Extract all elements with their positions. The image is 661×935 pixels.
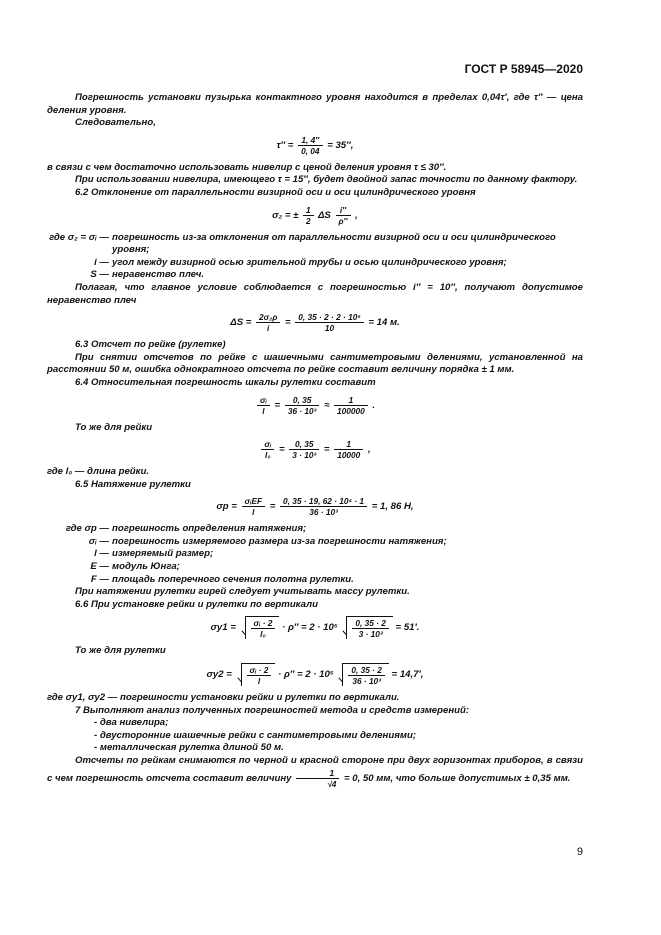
fraction: [303, 205, 314, 226]
definition-symbol: где σ₂ = σᵢ —: [49, 231, 109, 243]
fraction: [256, 312, 280, 333]
denominator: 100000: [337, 405, 365, 416]
definition-symbol: σᵢ —: [88, 535, 109, 547]
fraction: [336, 205, 351, 226]
fraction: [334, 439, 363, 460]
formula-text: ,: [367, 444, 371, 456]
denominator: 36 · 10³: [309, 507, 338, 518]
definition-row: [47, 574, 583, 587]
definition-text: модуль Юнга;: [112, 561, 180, 573]
paragraph-text: = 0, 50 мм, что больше допустимых ± 0,35 мм.: [344, 772, 571, 784]
formula-text: σy1 =: [210, 622, 236, 634]
numerator: σᵢEF: [242, 496, 266, 507]
document-header: ГОСТ Р 58945—2020: [464, 62, 583, 76]
formula-text: τ″ =: [276, 139, 294, 151]
fraction: [298, 135, 322, 156]
formula-text: =: [278, 444, 285, 456]
numerator: σᵢ: [261, 439, 274, 450]
section-heading: 6.6 При установке рейки и рулетки по вертикали: [75, 598, 318, 610]
definition-row: [47, 232, 583, 257]
definition-symbol: S —: [90, 269, 109, 281]
definition-row: [47, 523, 583, 536]
definition-symbol: E —: [90, 561, 109, 573]
fraction: [261, 439, 274, 460]
fraction: [257, 395, 270, 416]
fraction: [348, 665, 384, 686]
square-root: [346, 616, 392, 639]
paragraph: где σy1, σy2 — погрешности установки рейки и рулетки по вертикали.: [47, 692, 400, 704]
formula-text: = 35″,: [327, 139, 354, 151]
numerator: 1: [296, 768, 339, 779]
paragraph: Следовательно,: [75, 117, 156, 129]
fraction: [352, 618, 388, 639]
page-body: [47, 92, 583, 789]
fraction: [296, 768, 339, 789]
formula-text: σy2 =: [206, 669, 232, 681]
definition-symbol: i —: [94, 256, 109, 268]
denominator: 3 · 10³: [292, 450, 317, 461]
definition-text: площадь поперечного сечения полотна рулетки.: [112, 573, 354, 585]
fraction: [295, 312, 363, 333]
denominator: 0, 04: [301, 145, 320, 156]
formula-vertical-rod: [47, 616, 583, 639]
definition-row: [47, 257, 583, 270]
square-root: [241, 663, 276, 686]
square-root: [342, 663, 388, 686]
paragraph: Погрешность установки пузырька контактного уровня находится в пределах 0,04τ′, где τ″ — цена деления уровня.: [47, 92, 583, 116]
numerator: 1: [334, 395, 368, 406]
numerator: 1: [303, 205, 314, 216]
denominator: 2: [306, 215, 311, 226]
paragraph: При использовании нивелира, имеющего τ = 15″, будет двойной запас точности по данному фактору.: [75, 174, 578, 186]
section-heading: 6.4 Относительная погрешность шкалы рулетки составит: [75, 376, 376, 388]
denominator: 10: [324, 323, 335, 334]
fraction: [247, 665, 272, 686]
formula-text: · ρ″ = 2 · 10⁵: [278, 669, 334, 681]
numerator: 0, 35 · 19, 62 · 10⁴ · 1: [280, 496, 367, 507]
formula-tension: [47, 496, 583, 517]
numerator: 0, 35 · 2 · 2 · 10⁵: [295, 312, 363, 323]
definition-text: погрешность из-за отклонения от параллельности визирной оси и оси цилиндрического уровня;: [112, 231, 556, 256]
section-heading: 6.3 Отсчет по рейке (рулетке): [75, 339, 226, 351]
formula-text: =: [274, 399, 281, 411]
definition-text: неравенство плеч.: [112, 269, 205, 281]
definition-symbol: l —: [94, 548, 109, 560]
denominator: 36 · 10³: [352, 676, 381, 687]
formula-sigma2: [47, 205, 583, 226]
denominator: 3 · 10³: [358, 629, 383, 640]
numerator: 1: [334, 439, 363, 450]
formula-text: = 51′.: [395, 622, 420, 634]
formula-text: =: [323, 444, 330, 456]
numerator: 0, 35: [285, 395, 320, 406]
fraction: [285, 395, 320, 416]
fraction: [334, 395, 368, 416]
paragraph: в связи с чем достаточно использовать нивелир с ценой деления уровня τ ≤ 30″.: [47, 161, 447, 173]
page-number: 9: [576, 846, 583, 858]
paragraph-text: Отсчеты по рейкам снимаются по черной и красной стороне при двух горизонтах приборов, в связи с чем погрешность отсчета составит величину: [47, 755, 583, 784]
formula-text: ΔS: [317, 209, 331, 221]
numerator: σᵢ · 2: [251, 618, 276, 629]
definition-row: [47, 548, 583, 561]
definition-text: угол между визирной осью зрительной трубы и осью цилиндрического уровня;: [112, 256, 507, 268]
fraction: [242, 496, 266, 517]
denominator: 36 · 10³: [287, 405, 317, 416]
denominator: l: [257, 676, 261, 687]
list-item: - металлическая рулетка длиной 50 м.: [94, 742, 284, 754]
square-root: [245, 616, 280, 639]
section-heading: 6.5 Натяжение рулетки: [75, 478, 191, 490]
definition-row: [47, 536, 583, 549]
definition-text: измеряемый размер;: [112, 548, 214, 560]
denominator: l: [262, 405, 265, 416]
numerator: i″: [336, 205, 351, 216]
numerator: 1, 4″: [298, 135, 322, 146]
definition-row: [47, 269, 583, 282]
formula-text: = 1, 86 Н,: [371, 501, 414, 513]
numerator: 0, 35 · 2: [352, 618, 388, 629]
formula-delta-s: [47, 312, 583, 333]
section-heading: 6.2 Отклонение от параллельности визирной оси и оси цилиндрического уровня: [75, 186, 476, 198]
definition-symbol: где σp —: [65, 523, 109, 535]
formula-tau: [47, 135, 583, 156]
definition-text: погрешность определения натяжения;: [112, 523, 307, 535]
denominator: i: [267, 323, 270, 334]
paragraph: То же для рулетки: [75, 645, 166, 657]
formula-text: ΔS =: [230, 317, 252, 329]
numerator: 0, 35 · 2: [348, 665, 384, 676]
list-item: - двусторонние шашечные рейки с сантиметровыми делениями;: [94, 729, 417, 741]
section-heading: 7 Выполняют анализ полученных погрешностей метода и средств измерений:: [75, 704, 470, 716]
paragraph: где l₀ — длина рейки.: [47, 466, 150, 478]
fraction: [251, 618, 276, 639]
denominator: ρ″: [338, 215, 348, 226]
denominator: 10000: [337, 450, 361, 461]
denominator: √4: [327, 778, 337, 789]
formula-text: =: [285, 317, 291, 329]
numerator: 0, 35: [289, 439, 319, 450]
formula-text: σ₂ = ±: [272, 209, 299, 221]
formula-text: = 14,7′,: [391, 669, 424, 681]
fraction: [280, 496, 367, 517]
definition-text: погрешность измеряемого размера из-за погрешности натяжения;: [112, 535, 447, 547]
denominator: l₀: [265, 450, 271, 461]
paragraph: [47, 755, 583, 789]
paragraph: Полагая, что главное условие соблюдается с погрешностью i″ = 10″, получают допустимое неравенство плеч: [47, 281, 583, 306]
formula-tape-error: [47, 395, 583, 416]
paragraph: То же для рейки: [75, 421, 153, 433]
formula-text: = 14 м.: [368, 317, 400, 329]
formula-vertical-tape: [47, 663, 583, 686]
formula-text: ≈: [324, 399, 330, 411]
numerator: σᵢ: [257, 395, 270, 406]
list-item: - два нивелира;: [94, 717, 169, 729]
formula-text: σp =: [216, 501, 237, 513]
formula-text: · ρ″ = 2 · 10⁵: [282, 622, 338, 634]
formula-text: ,: [355, 209, 358, 221]
paragraph: При натяжении рулетки гирей следует учитывать массу рулетки.: [75, 586, 410, 598]
formula-text: .: [372, 399, 376, 411]
denominator: l: [252, 507, 255, 518]
paragraph: При снятии отсчетов по рейке с шашечными сантиметровыми делениями, установленной на расстоянии 50 м, ошибка однократного отсчета по рейке составит величину порядка ± 1 мм.: [47, 351, 583, 376]
numerator: σᵢ · 2: [247, 665, 272, 676]
formula-text: =: [269, 501, 276, 513]
fraction: [289, 439, 319, 460]
definition-row: [47, 561, 583, 574]
definition-symbol: F —: [90, 573, 109, 585]
denominator: l₀: [260, 629, 266, 640]
formula-rod-error: [47, 439, 583, 460]
numerator: 2σ₂ρ: [256, 312, 280, 323]
instrument-list: [94, 717, 583, 755]
